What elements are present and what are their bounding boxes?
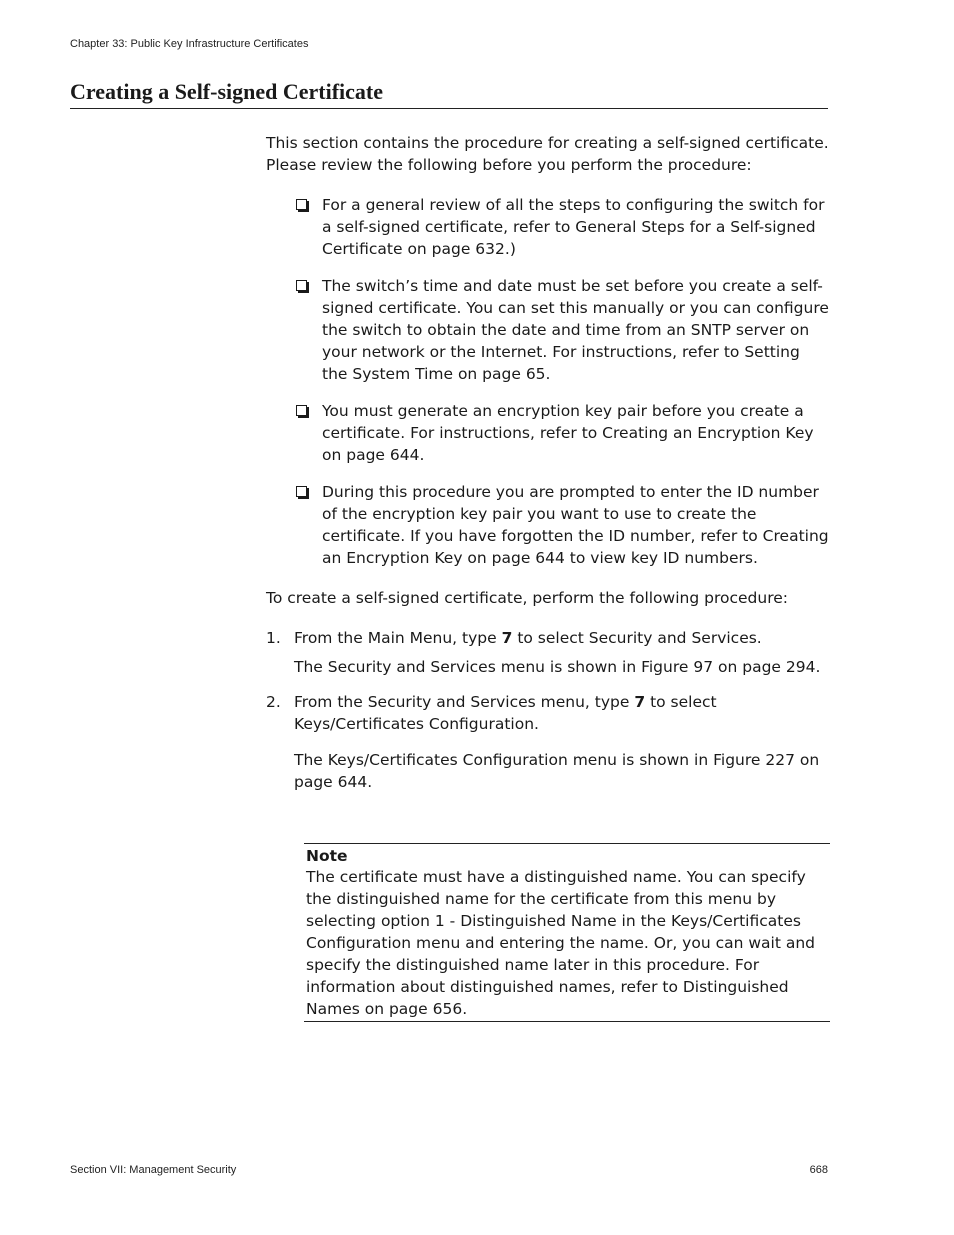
checklist-item-text: The switch’s time and date must be set before you create a self-signed certificate. You can set this manually or you can configure the switch to obtain the date and time from an SNTP server on your network or the Internet. For instructions, refer to Setting the System Time on page 65. [322,277,829,383]
checklist-item [294,400,830,466]
checkbox-bullet-icon [296,486,307,497]
checkbox-bullet-icon [296,199,307,210]
intro-paragraph [266,132,830,176]
procedure-step [266,627,830,678]
step-number: 2. [266,693,281,711]
checklist-item [294,481,830,569]
checklist-item-text: For a general review of all the steps to configuring the switch for a self-signed certificate, refer to General Steps for a Self-signed Certificate on page 632.) [322,196,825,258]
page-number: 668 [809,1164,828,1176]
step-key: 7 [501,629,513,647]
procedure-step [266,691,830,793]
step-number: 1. [266,629,281,647]
checkbox-bullet-icon [296,405,307,416]
note-heading: Note [306,847,348,865]
checklist-item-text: During this procedure you are prompted to enter the ID number of the encryption key pair you want to use to create the certificate. If you have forgotten the ID number, refer to Creating an Encryption Key on page 644 to view key ID numbers. [322,483,829,567]
step-result: The Security and Services menu is shown in Figure 97 on page 294. [294,658,821,676]
intro-line-1: This section contains the procedure for creating a self-signed certificate. [266,134,829,152]
step-text: to select Keys/Certificates Configuration. [294,693,717,733]
section-title: Creating a Self-signed Certificate [70,78,828,109]
running-header: Chapter 33: Public Key Infrastructure Certificates [70,38,309,50]
checkbox-bullet-icon [296,280,307,291]
intro-line-2: Please review the following before you perform the procedure: [266,156,752,174]
procedure-steps [266,627,830,793]
checklist-item [294,275,830,385]
step-text: From the Main Menu, type [294,629,502,647]
checklist-item-text: You must generate an encryption key pair before you create a certificate. For instructions, refer to Creating an Encryption Key on page 644. [322,402,814,464]
step-result: The Keys/Certificates Configuration menu is shown in Figure 227 on page 644. [294,751,820,791]
footer-section-label: Section VII: Management Security [70,1164,237,1176]
step-text: From the Security and Services menu, type [294,693,635,711]
step-instruction [294,627,830,649]
step-instruction [294,691,830,735]
prerequisite-checklist [266,194,830,569]
note-body: The certificate must have a distinguished name. You can specify the distinguished name for the certificate from this menu by selecting option 1 - Distinguished Name in the Keys/Certificates Configuration menu and entering the name. Or, you can wait and specify the distinguished name later in this procedure. For information about distinguished names, refer to Distinguished Names on page 656. [306,868,816,1018]
step-key: 7 [634,693,646,711]
checklist-item [294,194,830,260]
note-box [304,843,830,1022]
procedure-lead: To create a self-signed certificate, perform the following procedure: [266,589,788,607]
step-text: to select Security and Services. [512,629,762,647]
main-content [266,132,830,793]
